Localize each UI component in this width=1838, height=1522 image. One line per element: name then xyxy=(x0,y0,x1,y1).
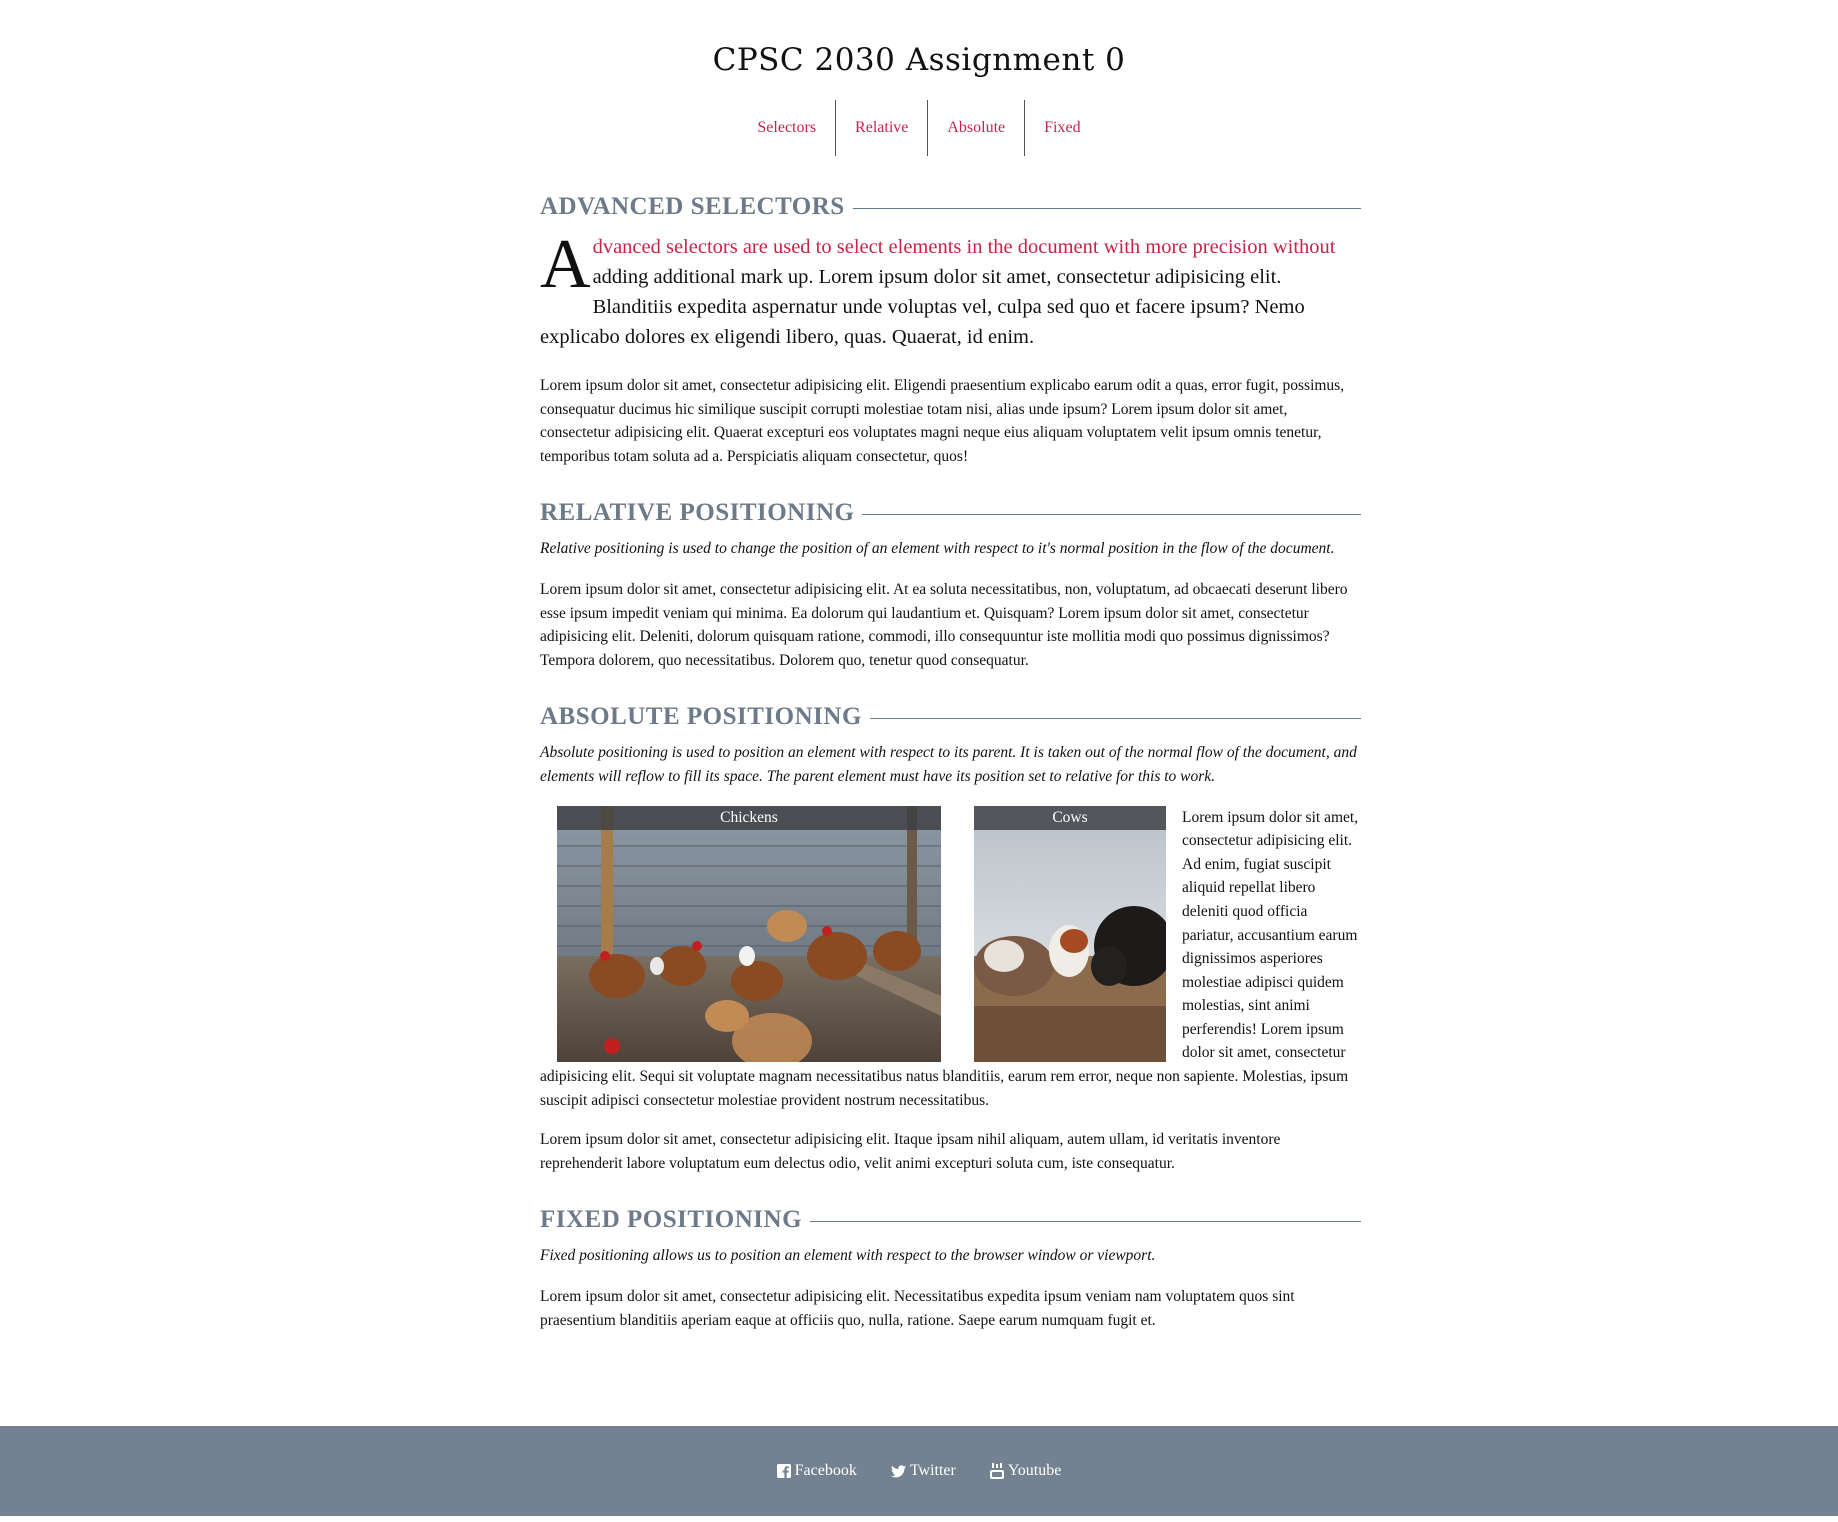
figure-caption: Chickens xyxy=(557,806,941,830)
twitter-icon xyxy=(891,1465,906,1478)
page-title: CPSC 2030 Assignment 0 xyxy=(712,42,1126,78)
section-heading: RELATIVE POSITIONING xyxy=(540,496,1361,530)
section-heading: ABSOLUTE POSITIONING xyxy=(540,700,1361,734)
nav-link-fixed[interactable]: Fixed xyxy=(1044,119,1081,136)
section-relative xyxy=(540,496,1361,672)
body-paragraph: Lorem ipsum dolor sit amet, consectetur adipisicing elit. Necessitatibus expedita ipsum veniam nam voluptatem quos sint praesentium blanditiis aperiam eaque at officiis quo, nulla, ratione. Saepe earum numquam fugit et. xyxy=(540,1288,1295,1329)
facebook-icon xyxy=(777,1464,791,1478)
intro-paragraph: Absolute positioning is used to position an element with respect to its parent. It is taken out of the normal flow of the document, and elements will reflow to fill its space. The parent element must have its position set to relative for this to work. xyxy=(540,744,1357,785)
lead-paragraph xyxy=(540,226,1361,352)
footer-link-twitter[interactable]: Twitter xyxy=(891,1462,956,1480)
nav-link-relative[interactable]: Relative xyxy=(836,100,928,156)
cows-figure xyxy=(974,806,1166,1062)
intro-paragraph: Relative positioning is used to change the position of an element with respect to it's normal position in the flow of the document. xyxy=(540,540,1335,558)
chickens-photo xyxy=(557,806,941,1062)
cows-photo xyxy=(974,806,1166,1062)
lead-text: adding additional mark up. Lorem ipsum dolor sit amet, consectetur adipisicing elit. Blanditiis expedita aspernatur unde voluptas vel, culpa sed quo et facere ipsum? Nemo explicabo dolores ex eligendi libero, quas. Quaerat, id enim. xyxy=(540,266,1305,348)
nav-link-selectors[interactable]: Selectors xyxy=(738,100,836,156)
figure-row xyxy=(540,806,1361,1113)
footer-link-youtube[interactable]: Youtube xyxy=(990,1462,1062,1480)
drop-cap: A xyxy=(540,226,591,303)
nav-link-absolute[interactable]: Absolute xyxy=(928,100,1025,156)
body-paragraph: Lorem ipsum dolor sit amet, consectetur adipisicing elit. At ea soluta necessitatibus, non, voluptatum, ad obcaecati deserunt libero esse ipsum impedit veniam qui minima. Ea dolorum qui laudantium et. Quisquam? Lorem ipsum dolor sit amet, consectetur adipisicing elit. Deleniti, dolorum quisquam ratione, commodi, illo consequuntur iste mollitia modi quo possimus dignissimos? Tempora dolorem, quo necessitatibus. Dolorem quo, tenetur quod consequatur. xyxy=(540,580,1348,669)
footer xyxy=(0,1426,1838,1516)
section-fixed xyxy=(540,1203,1361,1332)
figure-caption: Cows xyxy=(974,806,1166,830)
intro-paragraph: Fixed positioning allows us to position an element with respect to the browser window or viewport. xyxy=(540,1247,1156,1265)
section-heading: ADVANCED SELECTORS xyxy=(540,190,1361,224)
heading-rule xyxy=(853,208,1361,209)
lead-highlight: dvanced selectors are used to select elements in the document with more precision without xyxy=(592,236,1336,258)
main-nav xyxy=(0,100,1838,156)
chickens-figure xyxy=(557,806,941,1062)
youtube-icon xyxy=(990,1463,1004,1479)
section-absolute xyxy=(540,700,1361,1175)
heading-rule xyxy=(810,1221,1361,1222)
section-heading: FIXED POSITIONING xyxy=(540,1203,1361,1237)
body-paragraph: Lorem ipsum dolor sit amet, consectetur adipisicing elit. Itaque ipsam nihil aliquam, autem ullam, id veritatis inventore reprehenderit labore voluptatum eum delectus odio, velit animi excepturi soluta cum, iste consequatur. xyxy=(540,1131,1281,1172)
main-content xyxy=(540,190,1361,1332)
heading-rule xyxy=(862,514,1361,515)
footer-link-facebook[interactable]: Facebook xyxy=(777,1462,857,1480)
wrap-paragraph: Lorem ipsum dolor sit amet, consectetur adipisicing elit. Ad enim, fugiat suscipit aliquid repellat libero deleniti quod officia pariatur, accusantium earum dignissimos asperiores molestiae adipisci quidem molestias, sint animi perferendis! Lorem ipsum dolor sit amet, consectetur adipisicing elit. Sequi sit voluptate magnam necessitatibus natus blanditiis, earum rem error, neque non sapiente. Molestias, ipsum suscipit adipisci consectetur molestiae provident nostrum necessitatibus. xyxy=(540,808,1359,1109)
heading-rule xyxy=(870,718,1361,719)
section-selectors xyxy=(540,190,1361,468)
body-paragraph: Lorem ipsum dolor sit amet, consectetur adipisicing elit. Eligendi praesentium explicabo earum odit a quas, error fugit, possimus, consequatur ducimus hic similique suscipit corrupti molestiae totam nisi, alias unde ipsum? Lorem ipsum dolor sit amet, consectetur adipisicing elit. Quaerat excepturi eos voluptates magni neque eius aliquam voluptatem velit ipsum omnis tenetur, temporibus totam soluta ad a. Perspiciatis aliquam consectetur, quos! xyxy=(540,377,1345,465)
